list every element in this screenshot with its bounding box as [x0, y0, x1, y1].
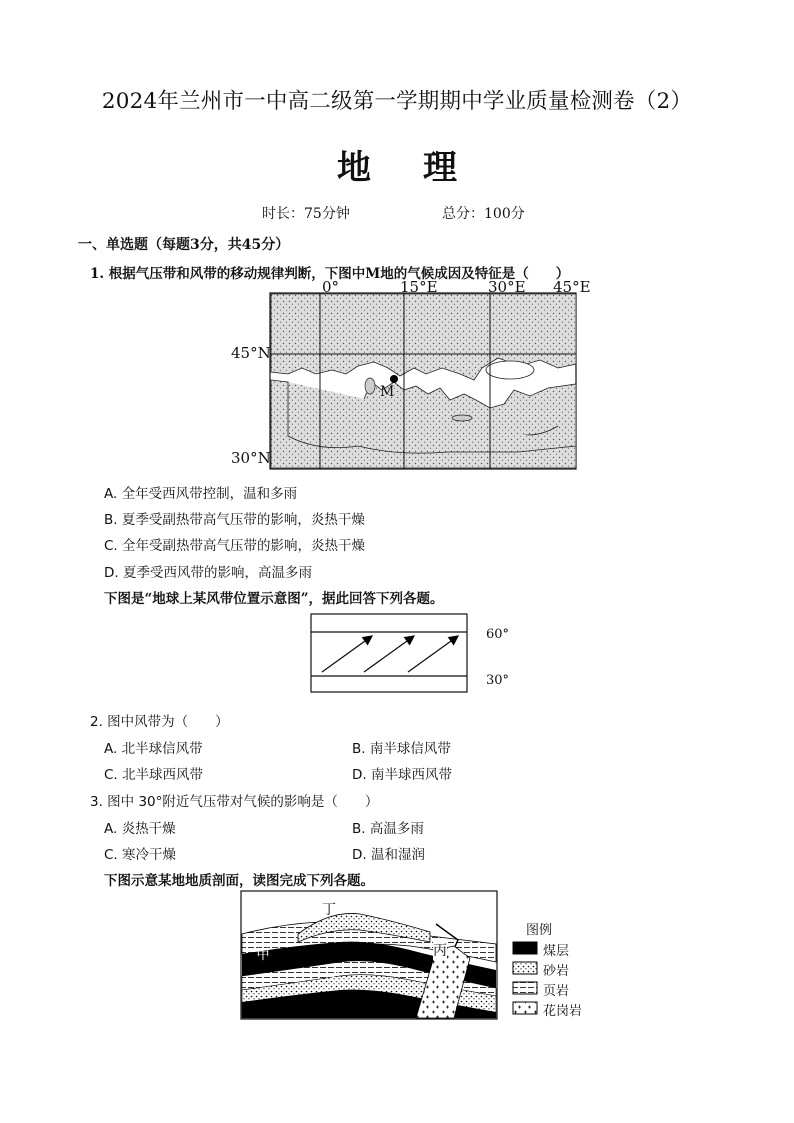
legend-coal: 煤层	[543, 944, 570, 959]
lat-45n: 45°N	[231, 344, 271, 362]
point-m-marker	[390, 375, 398, 383]
q1-option-c[interactable]: C. 全年受副热带高气压带的影响，炎热干燥	[104, 538, 366, 554]
intro-geology-figure: 下图示意某地地质剖面，读图完成下列各题。	[104, 873, 374, 889]
legend-shale: 页岩	[543, 984, 570, 999]
q2-option-a[interactable]: A. 北半球信风带	[104, 741, 203, 757]
swatch-granite	[513, 1002, 537, 1014]
q3-option-c[interactable]: C. 寒冷干燥	[104, 847, 177, 863]
lon-30e: 30°E	[488, 278, 526, 296]
exam-title: 2024年兰州市一中高二级第一学期期中学业质量检测卷（2）	[101, 89, 693, 114]
swatch-sandstone	[513, 962, 537, 974]
legend-granite: 花岗岩	[543, 1004, 583, 1019]
q1-option-b[interactable]: B. 夏季受副热带高气压带的影响，炎热干燥	[104, 512, 365, 528]
lat-60-label: 60°	[486, 627, 510, 642]
label-yi: 乙	[330, 969, 344, 985]
swatch-coal	[513, 942, 537, 954]
lat-30n: 30°N	[231, 449, 271, 467]
lon-45e: 45°E	[553, 278, 591, 296]
label-bing: 丙	[433, 940, 447, 960]
legend-title: 图例	[526, 923, 553, 938]
subject-title: 地理	[337, 148, 509, 188]
section-heading: 一、单选题（每题3分，共45分）	[78, 237, 290, 253]
intro-wind-figure: 下图是“地球上某风带位置示意图”，据此回答下列各题。	[104, 591, 444, 607]
geology-cross-section	[240, 890, 502, 1022]
point-m-label: M	[380, 384, 395, 400]
label-jia: 甲	[256, 947, 270, 963]
lon-0: 0°	[322, 278, 340, 296]
time-label: 时长：75分钟	[262, 206, 350, 222]
q2-option-c[interactable]: C. 北半球西风带	[104, 767, 204, 783]
q3-stem: 3. 图中 30°附近气压带对气候的影响是（ ）	[90, 794, 379, 810]
mediterranean-map	[228, 276, 598, 472]
score-label: 总分：100分	[442, 206, 525, 222]
q1-option-d[interactable]: D. 夏季受西风带的影响，高温多雨	[104, 565, 312, 581]
lat-30-label: 30°	[486, 673, 510, 688]
lon-15e: 15°E	[400, 278, 438, 296]
q2-stem: 2. 图中风带为（ ）	[90, 714, 229, 730]
q2-option-b[interactable]: B. 南半球信风带	[352, 741, 451, 757]
q1-stem: 1. 根据气压带和风带的移动规律判断，下图中M地的气候成因及特征是（ ）	[90, 266, 570, 282]
q1-option-a[interactable]: A. 全年受西风带控制，温和多雨	[104, 486, 298, 502]
wind-belt-figure	[310, 610, 472, 696]
label-ding: 丁	[322, 902, 336, 918]
legend-sandstone: 砂岩	[543, 964, 570, 979]
legend-swatches	[512, 940, 542, 1018]
q3-option-b[interactable]: B. 高温多雨	[352, 821, 424, 837]
q2-option-d[interactable]: D. 南半球西风带	[352, 767, 452, 783]
swatch-shale	[513, 982, 537, 994]
q3-option-a[interactable]: A. 炎热干燥	[104, 821, 176, 837]
q3-option-d[interactable]: D. 温和湿润	[352, 847, 425, 863]
